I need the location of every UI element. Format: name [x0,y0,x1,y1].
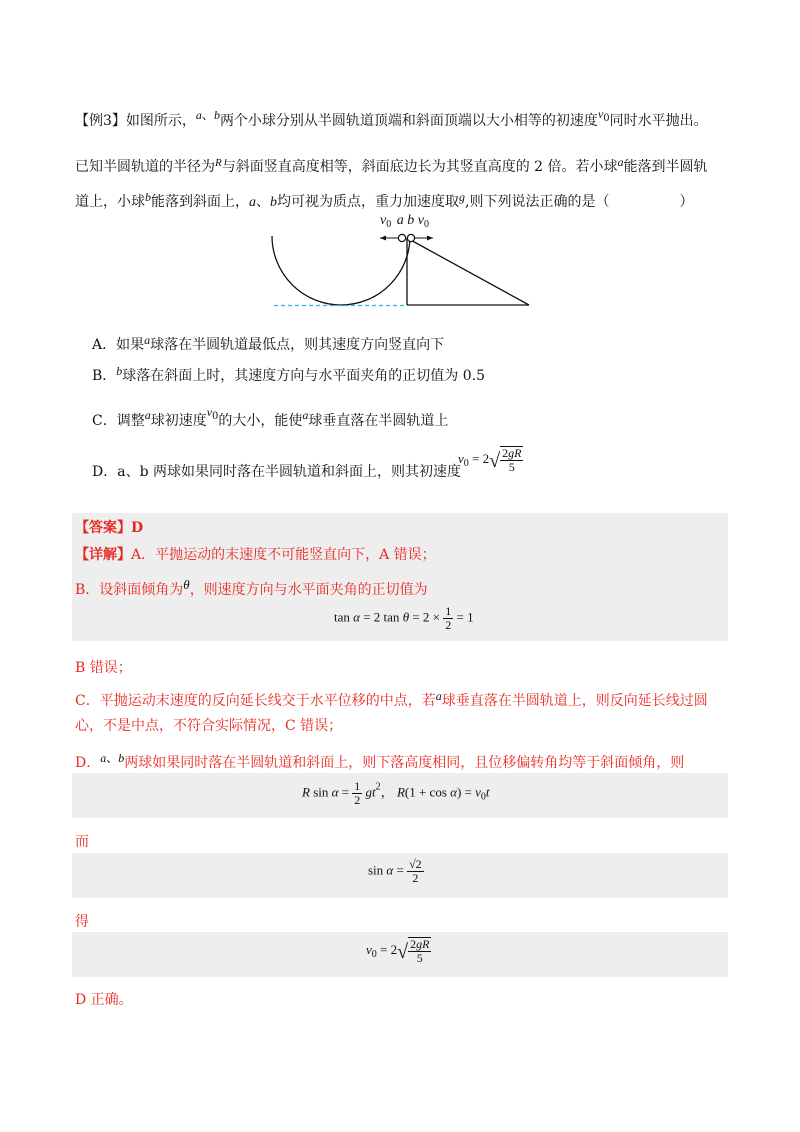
detail-a: 【详解】A．平抛运动的末速度不可能竖直向下，A 错误； [75,547,436,563]
figure-labels: $v_0$ a b $v_0$ [380,213,429,230]
ball-b [407,234,414,241]
option-d-formula: $v_0 = 2√$ $\frac{2gR}{5}$ [458,446,522,474]
option-b[interactable]: B．b球落在斜面上时，其速度方向与水平面夹角的正切值为 0.5 [92,364,486,384]
question-line-1: 【例3】如图所示，a、b两个小球分别从半圆轨道顶端和斜面顶端以大小相等的初速度$v_0$同时水平抛出。 [75,107,708,129]
arrow-left-head [380,236,386,241]
option-d[interactable]: D．a、b 两球如果同时落在半圆轨道和斜面上，则其初速度 [92,464,461,480]
detail-d-correct: D 正确。 [75,992,133,1008]
text-de: 得 [75,914,89,930]
option-c[interactable]: C．调整a球初速度$v_0$的大小，能使a球垂直落在半圆轨道上 [92,405,449,429]
option-a[interactable]: A．如果a球落在半圆轨道最低点，则其速度方向竖直向下 [92,333,445,353]
incline-slope [407,238,529,305]
text-er: 而 [75,834,89,850]
detail-b: B．设斜面倾角为θ，则速度方向与水平面夹角的正切值为 [75,577,428,598]
question-line-3: 道上，小球b能落到斜面上，a、b均可视为质点，重力加速度取g,则下列说法正确的是（ ） [75,190,694,210]
detail-c-1: C．平抛运动末速度的反向延长线交于水平位移的中点，若a球垂直落在半圆轨道上，则反向延长线过圆 [75,689,708,709]
equation-v0: $v_0 = 2√$ $\frac{2gR}{5}$ [366,937,430,965]
equation-motion: R sin α = $\frac{1}{2}$ $gt^2$， $R(1 + \cos \alpha) = v_0t$ [302,779,490,807]
ball-a [398,234,405,241]
equation-tan: tan α = 2 tan θ = 2 × $\frac{1}{2}$ = 1 [334,604,474,632]
detail-c-2: 心，不是中点，不符合实际情况，C 错误； [75,718,343,734]
answer-label: 【答案】D [75,520,144,536]
question-line-2: 已知半圆轨道的半径为$^R$与斜面竖直高度相等，斜面底边长为其竖直高度的 2 倍。若小球a能落到半圆轨 [75,155,708,175]
equation-sin: sin α = $\frac{√2}{2}$ [368,857,422,885]
arrow-right-head [427,236,433,241]
semicircle-track [272,236,410,305]
detail-d-1: D．a、b两球如果同时落在半圆轨道和斜面上，则下落高度相同，且位移偏转角均等于斜面倾角，则 [75,751,685,771]
detail-b-wrong: B 错误； [75,660,132,676]
